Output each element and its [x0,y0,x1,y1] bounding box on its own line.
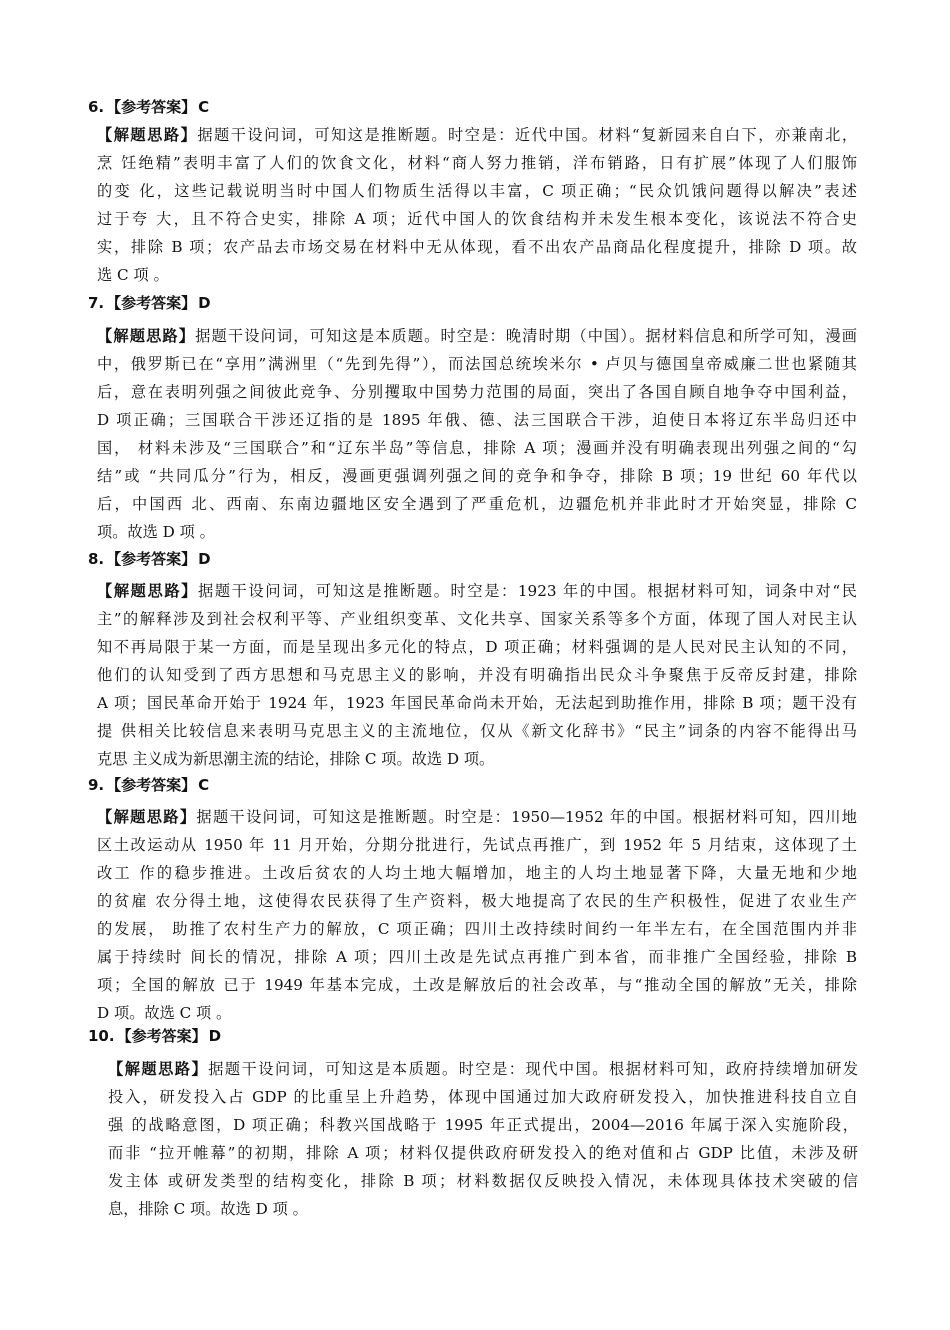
explanation-line: 强 的战略意图，D 项正确；科教兴国战略于 1995 年正式提出，2004—2016 年属于深入实施阶段， [108,1116,858,1134]
answer-label: 【参考答案】 [106,98,197,116]
question-6-header [88,96,209,118]
reasoning-label: 【解题思路】 [97,327,196,345]
explanation-line: 项。故选 D 项 。 [97,523,215,541]
answer-label: 【参考答案】 [106,776,197,794]
explanation-line: 【解题思路】据题干设问词，可知这是推断题。时空是：近代中国。材料“复新园来自白下，亦兼南北， [97,126,858,144]
explanation-line: 的贫雇 农分得土地，这使得农民获得了生产资料，极大地提高了农民的生产积极性，促进了农业生产 [97,892,857,910]
explanation-line: 投入，研发投入占 GDP 的比重呈上升趋势，体现中国通过加大政府研发投入，加快推进科技自立自 [108,1088,858,1106]
explanation-line: 改工 作的稳步推进。土改后贫农的人均土地大幅增加，地主的人均土地显著下降，大量无地和少地 [97,864,857,882]
answer-label: 【参考答案】 [116,1027,207,1045]
explanation-line: 过于夸 大，且不符合史实，排除 A 项；近代中国人的饮食结构并未发生根本变化，该说法不符合史 [97,210,857,228]
answer-value: D [198,294,211,312]
reasoning-label: 【解题思路】 [97,126,198,144]
explanation-line: D 项正确；三国联合干涉还辽指的是 1895 年俄、德、法三国联合干涉，迫使日本将辽东半岛归还中 [97,411,857,429]
answer-value: D [198,550,211,568]
question-number: 10. [88,1027,115,1045]
question-8-header [88,548,211,570]
answer-value: C [198,98,210,116]
question-10-header [88,1025,221,1047]
answer-value: D [208,1027,222,1045]
explanation-line: 他们的认知受到了西方思想和马克思主义的影响，并没有明确指出民众斗争聚焦于反帝反封建，排除 [97,666,857,684]
explanation-line: 主”的解释涉及到社会权利平等、产业组织变革、文化共享、国家关系等多个方面，体现了国人对民主认 [97,610,857,628]
explanation-line: 发主体 或研发类型的结构变化，排除 B 项；材料数据仅反映投入情况，未体现具体技术突破的信 [108,1172,858,1190]
question-number: 9. [88,776,105,794]
explanation-line: 实，排除 B 项；农产品去市场交易在材料中无从体现，看不出农产品商品化程度提升，排除 D 项。故 [97,238,857,256]
answer-label: 【参考答案】 [106,550,197,568]
explanation-line: 烹 饪绝精”表明丰富了人们的饮食文化，材料“商人努力推销，洋布销路，日有扩展”体现了人们服饰 [97,154,857,172]
explanation-line: 的变 化，这些记载说明当时中国人们物质生活得以丰富，C 项正确；“民众饥饿问题得以解决”表述 [97,182,857,200]
explanation-line: 【解题思路】据题干设问词，可知这是本质题。时空是：现代中国。根据材料可知，政府持续增加研发 [108,1060,859,1078]
explanation-line: 【解题思路】据题干设问词，可知这是推断题。时空是：1950—1952 年的中国。根据材料可知，四川地 [97,808,857,826]
question-7-header [88,292,211,314]
explanation-line: 知不再局限于某一方面，而是呈现出多元化的特点，D 项正确；材料强调的是人民对民主认知的不同， [97,638,857,656]
explanation-line: 【解题思路】据题干设问词，可知这是推断题。时空是：1923 年的中国。根据材料可知，词条中对“民 [97,582,857,600]
explanation-line: 的发展， 助推了农村生产力的解放，C 项正确；四川土改持续时间约一年半左右，在全国范围内并非 [97,920,857,938]
explanation-line: 选 C 项 。 [97,266,169,284]
explanation-line: 项；全国的解放 已于 1949 年基本完成，土改是解放后的社会改革，与“推动全国的解放”无关，排除 [97,976,857,994]
explanation-line: 提 供相关比较信息来表明马克思主义的主流地位，仅从《新文化辞书》“民主”词条的内容不能得出马 [97,722,857,740]
question-9-header [88,774,209,796]
explanation-line: 而非 “拉开帷幕”的初期，排除 A 项；材料仅提供政府研发投入的绝对值和占 GDP 比值，未涉及研 [108,1144,858,1162]
explanation-line: D 项。故选 C 项 。 [97,1004,232,1022]
explanation-line: 后，意在表明列强之间彼此竞争、分别攫取中国势力范围的局面，突出了各国自顾自地争夺中国利益， [97,383,857,401]
reasoning-label: 【解题思路】 [108,1060,209,1078]
question-number: 6. [88,98,105,116]
explanation-line: 克思 主义成为新思潮主流的结论，排除 C 项。故选 D 项。 [97,750,495,768]
question-number: 7. [88,294,105,312]
question-number: 8. [88,550,105,568]
answer-label: 【参考答案】 [106,294,197,312]
explanation-line: 息，排除 C 项。故选 D 项 。 [108,1200,308,1218]
explanation-line: 中，俄罗斯已在“享用”满洲里（“先到先得”），而法国总统埃米尔 • 卢贝与德国皇帝威廉二世也紧随其 [97,355,857,373]
explanation-line: A 项；国民革命开始于 1924 年，1923 年国民革命尚未开始，无法起到助推作用，排除 B 项；题干没有 [97,694,857,712]
explanation-line: 属于持续时 间长的情况，排除 A 项；四川土改是先试点再推广到本省，而非推广全国经验，排除 B [97,948,857,966]
explanation-line: 国， 材料未涉及“三国联合”和“辽东半岛”等信息，排除 A 项；漫画并没有明确表现出列强之间的“勾 [97,439,857,457]
answer-value: C [198,776,210,794]
explanation-line: 结”或 “共同瓜分”行为，相反，漫画更强调列强之间的竞争和争夺，排除 B 项；19 世纪 60 年代以 [97,467,857,485]
explanation-line: 【解题思路】据题干设问词，可知这是本质题。时空是：晚清时期（中国）。据材料信息和所学可知，漫画 [97,327,857,345]
reasoning-label: 【解题思路】 [97,808,197,826]
explanation-line: 后，中国西 北、西南、东南边疆地区安全遇到了严重危机，边疆危机并非此时才开始突显，排除 C [97,495,857,513]
explanation-line: 区土改运动从 1950 年 11 月开始，分期分批进行，先试点再推广，到 1952 年 5 月结束，这体现了土 [97,836,857,854]
reasoning-label: 【解题思路】 [97,582,199,600]
